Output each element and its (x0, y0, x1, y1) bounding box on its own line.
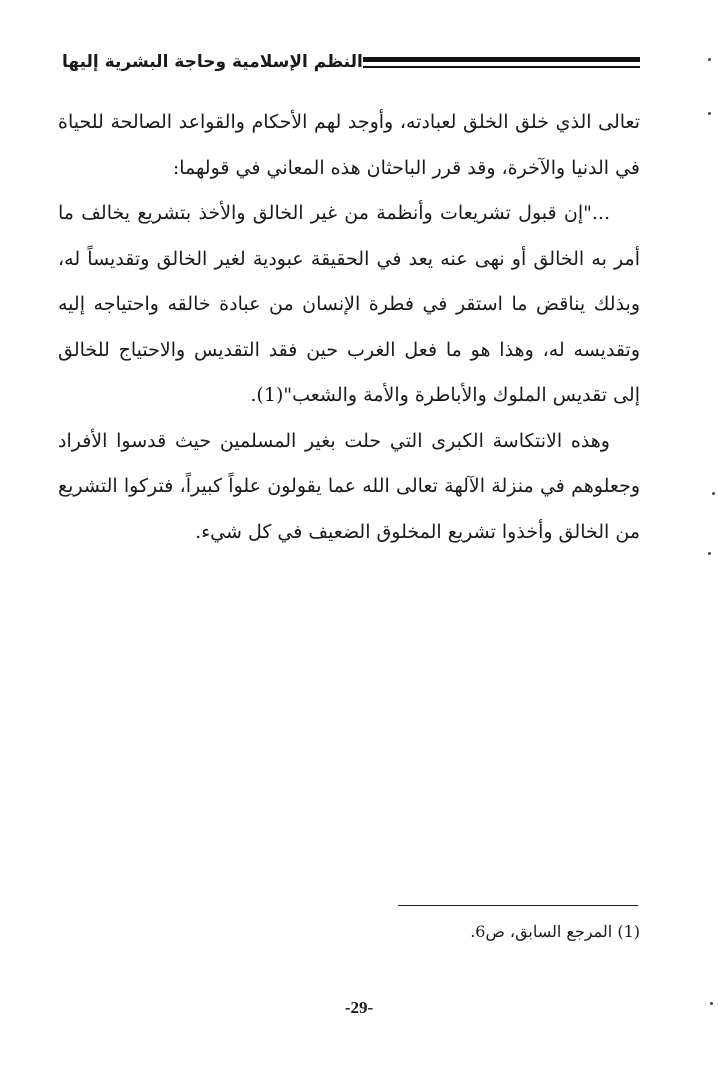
scan-mark (708, 58, 711, 61)
paragraph-1: تعالى الذي خلق الخلق لعبادته، وأوجد لهم الأحكام والقواعد الصالحة للحياة في الدنيا والآخرة، وقد قرر الباحثان هذه المعاني في قولهما: (58, 111, 640, 179)
running-header (58, 42, 640, 82)
header-title: النظم الإسلامية وحاجة البشرية إليها (62, 52, 363, 72)
header-rule-thin (363, 66, 640, 68)
footnote-separator (398, 905, 638, 906)
page-number: -29- (344, 998, 374, 1017)
scan-mark (708, 552, 711, 555)
header-rule (363, 57, 640, 68)
paragraph-2-quote: ..."إن قبول تشريعات وأنظمة من غير الخالق والأخذ بتشريع يخالف ما أمر به الخالق أو نهى عنه يعد في الحقيقة عبودية لغير الخالق وتقديساً له، وبذلك يناقض ما استقر في فطرة الإنسان من عبادة خالقه واحتياجه إليه وتقديسه له، وهذا هو ما فعل الغرب حين فقد التقديس والاحتياج للخالق إلى تقديس الملوك والأباطرة والأمة والشعب"(1). (58, 202, 640, 406)
scan-mark (708, 112, 711, 115)
footnote: (1) المرجع السابق، ص6. (470, 922, 640, 941)
header-rule-thick (363, 57, 640, 62)
main-text (58, 100, 640, 555)
paragraph-3: وهذه الانتكاسة الكبرى التي حلت بغير المسلمين حيث قدسوا الأفراد وجعلوهم في منزلة الآلهة تعالى الله عما يقولون علواً كبيراً، فتركوا التشريع من الخالق وأخذوا تشريع المخلوق الضعيف في كل شيء. (58, 429, 640, 543)
scan-mark (712, 492, 715, 495)
scan-mark (710, 1002, 713, 1005)
